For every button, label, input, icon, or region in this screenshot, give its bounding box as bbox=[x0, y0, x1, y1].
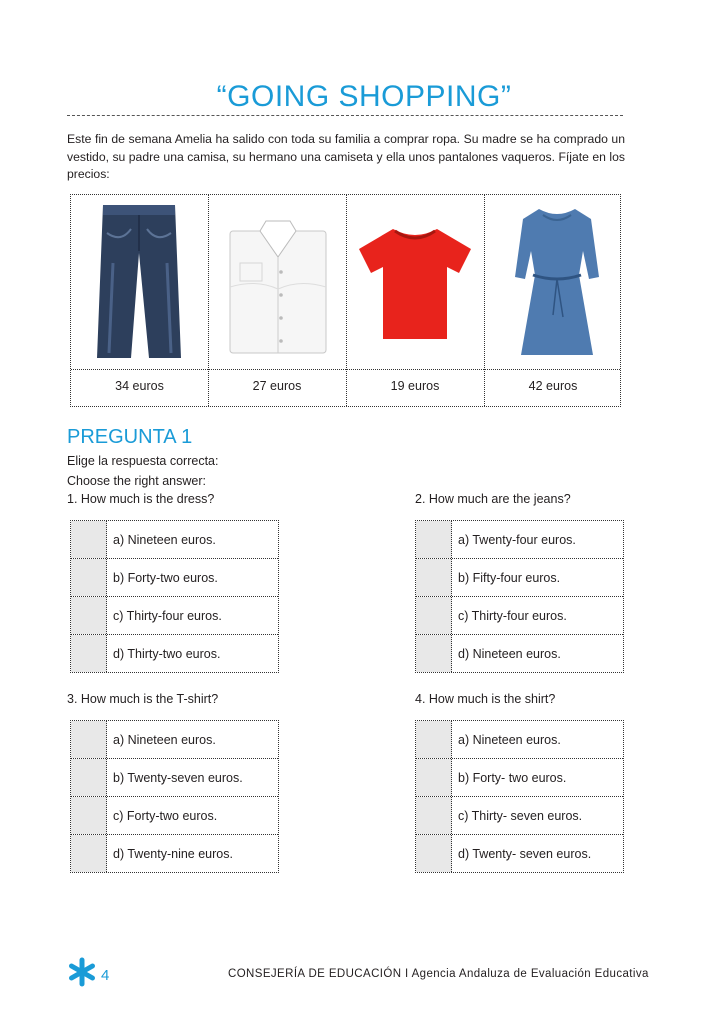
column-divider bbox=[346, 195, 347, 406]
answer-option: c) Thirty-four euros. bbox=[113, 609, 222, 623]
answer-checkbox[interactable] bbox=[416, 597, 452, 634]
answer-table-q3 bbox=[70, 720, 279, 873]
answer-row[interactable] bbox=[71, 758, 278, 796]
answer-checkbox[interactable] bbox=[416, 559, 452, 596]
title-divider bbox=[67, 115, 623, 116]
column-divider bbox=[484, 195, 485, 406]
answer-row[interactable] bbox=[71, 521, 278, 558]
answer-checkbox[interactable] bbox=[71, 835, 107, 872]
answer-checkbox[interactable] bbox=[416, 721, 452, 758]
answer-table-q1 bbox=[70, 520, 279, 673]
answer-row[interactable] bbox=[416, 721, 623, 758]
answer-table-q4 bbox=[415, 720, 624, 873]
answer-option: d) Twenty- seven euros. bbox=[458, 847, 592, 861]
page-number: 4 bbox=[101, 967, 110, 984]
intro-paragraph: Este fin de semana Amelia ha salido con toda su familia a comprar ropa. Su madre se ha comprado un vestido, su padre una camisa, su hermano una camiseta y ella unos pantalones vaqueros. Fíjate en los precios: bbox=[67, 132, 625, 181]
answer-option: d) Nineteen euros. bbox=[458, 647, 561, 661]
answer-checkbox[interactable] bbox=[416, 759, 452, 796]
price-table bbox=[70, 194, 621, 407]
question-prompt: 4. How much is the shirt? bbox=[415, 692, 556, 706]
price-shirt: 27 euros bbox=[252, 379, 302, 393]
answer-option: a) Nineteen euros. bbox=[458, 733, 561, 747]
asterisk-icon bbox=[68, 957, 96, 987]
answer-checkbox[interactable] bbox=[71, 559, 107, 596]
instruction-en: Choose the right answer: bbox=[67, 474, 206, 488]
answer-checkbox[interactable] bbox=[71, 635, 107, 672]
answer-row[interactable] bbox=[416, 634, 623, 672]
answer-option: b) Twenty-seven euros. bbox=[113, 771, 243, 785]
question-prompt: 3. How much is the T-shirt? bbox=[67, 692, 219, 706]
instruction-es: Elige la respuesta correcta: bbox=[67, 454, 219, 468]
footer-credit: CONSEJERÍA DE EDUCACIÓN I Agencia Andaluza de Evaluación Educativa bbox=[228, 968, 649, 980]
answer-checkbox[interactable] bbox=[71, 721, 107, 758]
answer-row[interactable] bbox=[416, 521, 623, 558]
page-title: “GOING SHOPPING” bbox=[216, 80, 512, 113]
answer-option: c) Forty-two euros. bbox=[113, 809, 218, 823]
price-tshirt: 19 euros bbox=[390, 379, 440, 393]
answer-row[interactable] bbox=[71, 558, 278, 596]
dress-image bbox=[509, 205, 605, 363]
answer-option: d) Twenty-nine euros. bbox=[113, 847, 233, 861]
answer-row[interactable] bbox=[71, 834, 278, 872]
answer-checkbox[interactable] bbox=[71, 759, 107, 796]
row-divider bbox=[71, 369, 620, 370]
answer-row[interactable] bbox=[416, 796, 623, 834]
answer-row[interactable] bbox=[416, 596, 623, 634]
answer-option: b) Forty- two euros. bbox=[458, 771, 567, 785]
column-divider bbox=[208, 195, 209, 406]
answer-checkbox[interactable] bbox=[416, 635, 452, 672]
answer-option: a) Twenty-four euros. bbox=[458, 533, 576, 547]
answer-option: c) Thirty- seven euros. bbox=[458, 809, 583, 823]
answer-option: d) Thirty-two euros. bbox=[113, 647, 221, 661]
answer-checkbox[interactable] bbox=[416, 835, 452, 872]
answer-row[interactable] bbox=[416, 758, 623, 796]
answer-checkbox[interactable] bbox=[416, 797, 452, 834]
shirt-image bbox=[226, 217, 330, 357]
question-prompt: 2. How much are the jeans? bbox=[415, 492, 571, 506]
answer-option: a) Nineteen euros. bbox=[113, 533, 216, 547]
answer-row[interactable] bbox=[71, 596, 278, 634]
price-dress: 42 euros bbox=[528, 379, 578, 393]
answer-checkbox[interactable] bbox=[71, 597, 107, 634]
answer-option: a) Nineteen euros. bbox=[113, 733, 216, 747]
answer-option: b) Fifty-four euros. bbox=[458, 571, 561, 585]
price-jeans: 34 euros bbox=[115, 379, 164, 393]
answer-row[interactable] bbox=[71, 634, 278, 672]
question-prompt: 1. How much is the dress? bbox=[67, 492, 215, 506]
answer-row[interactable] bbox=[71, 796, 278, 834]
answer-checkbox[interactable] bbox=[416, 521, 452, 558]
jeans-image bbox=[93, 203, 185, 363]
answer-option: b) Forty-two euros. bbox=[113, 571, 218, 585]
answer-table-q2 bbox=[415, 520, 624, 673]
answer-row[interactable] bbox=[71, 721, 278, 758]
section-heading: PREGUNTA 1 bbox=[67, 426, 193, 448]
answer-checkbox[interactable] bbox=[71, 797, 107, 834]
tshirt-image bbox=[355, 223, 475, 343]
answer-row[interactable] bbox=[416, 834, 623, 872]
answer-option: c) Thirty-four euros. bbox=[458, 609, 567, 623]
answer-row[interactable] bbox=[416, 558, 623, 596]
answer-checkbox[interactable] bbox=[71, 521, 107, 558]
